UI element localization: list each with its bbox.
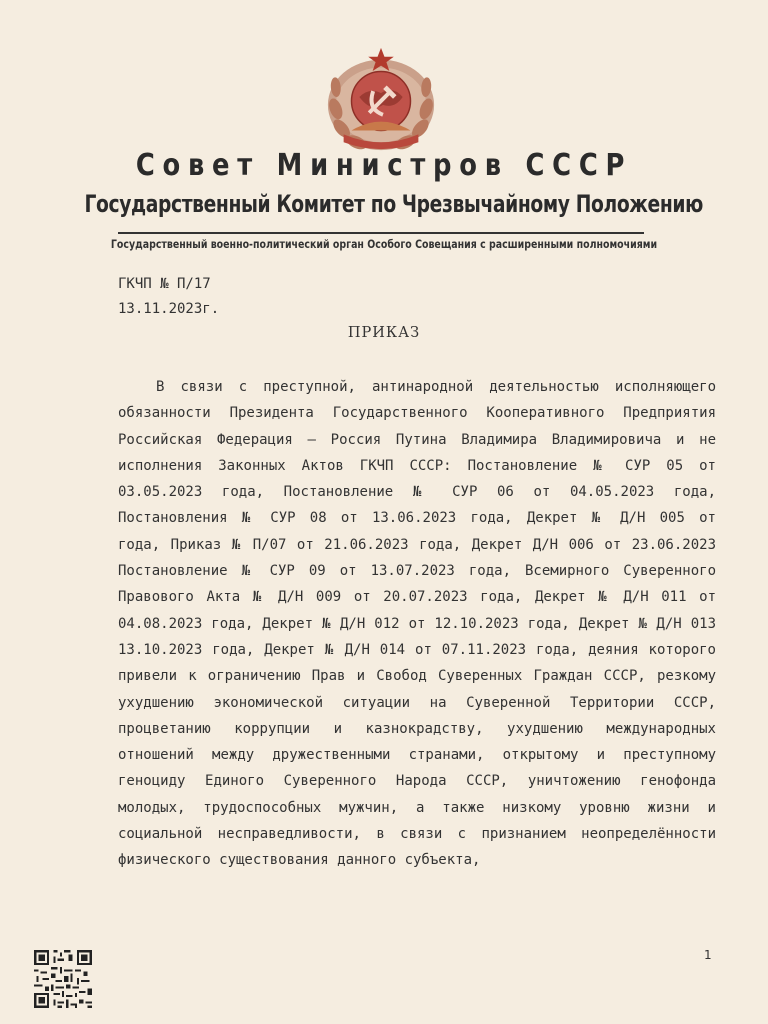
body-line: геноциду Единого Суверенного Народа СССР, уничтожению генофонда: [118, 773, 716, 790]
body-line: отношений между дружественными странами, открытому и преступному: [118, 747, 716, 764]
document-reference: ГКЧП № П/17: [118, 276, 211, 292]
header-subtitle: Государственный военно-политический орган Особого Совещания с расширенными полномочиями: [110, 237, 658, 251]
body-line: В связи с преступной, антинародной деятельностью исполняющего: [156, 379, 716, 395]
page-number: 1: [704, 948, 712, 962]
body-line: обязанности Президента Государственного Кооперативного Предприятия: [118, 405, 716, 422]
header-title-council: Совет Министров СССР: [135, 148, 633, 183]
header-divider: [118, 232, 644, 234]
document-body: [118, 374, 716, 874]
document-date: 13.11.2023г.: [118, 301, 220, 317]
header-title-committee: Государственный Комитет по Чрезвычайному Положению: [84, 190, 703, 218]
ussr-emblem-icon: [322, 40, 440, 158]
body-line: привели к ограничению Прав и Свобод Суверенных Граждан СССР, резкому: [118, 668, 716, 685]
body-line: 04.08.2023 года, Декрет № Д/Н 012 от 12.10.2023 года, Декрет № Д/Н 013: [118, 615, 716, 632]
body-line: Постановления № СУР 08 от 13.06.2023 года, Декрет № Д/Н 005 от: [118, 510, 716, 527]
body-line: физического существования данного субъекта,: [118, 852, 481, 869]
body-line: Российская Федерация – Россия Путина Владимира Владимировича и не: [118, 431, 716, 448]
body-line: Постановление № СУР 09 от 13.07.2023 года, Всемирного Суверенного: [118, 563, 716, 580]
body-line: года, Приказ № П/07 от 21.06.2023 года, Декрет Д/Н 006 от 23.06.2023: [118, 536, 716, 553]
document-title: ПРИКАЗ: [347, 325, 421, 341]
qr-code-icon[interactable]: [32, 948, 94, 1010]
body-line: социальной несправедливости, в связи с признанием неопределённости: [118, 826, 716, 843]
body-line: молодых, трудоспособных мужчин, а также низкому уровню жизни и: [118, 799, 716, 816]
body-line: процветанию коррупции и казнокрадству, ухудшению международных: [118, 720, 716, 737]
body-line: ухудшению экономической ситуации на Суверенной Территории СССР,: [118, 694, 716, 711]
body-line: Правового Акта № Д/Н 009 от 20.07.2023 года, Декрет № Д/Н 011 от: [118, 589, 716, 606]
body-line: исполнения Законных Актов ГКЧП СССР: Постановление № СУР 05 от: [118, 457, 716, 474]
body-line: 03.05.2023 года, Постановление № СУР 06 от 04.05.2023 года,: [118, 484, 716, 501]
body-line: 13.10.2023 года, Декрет № Д/Н 014 от 07.11.2023 года, деяния которого: [118, 641, 716, 658]
